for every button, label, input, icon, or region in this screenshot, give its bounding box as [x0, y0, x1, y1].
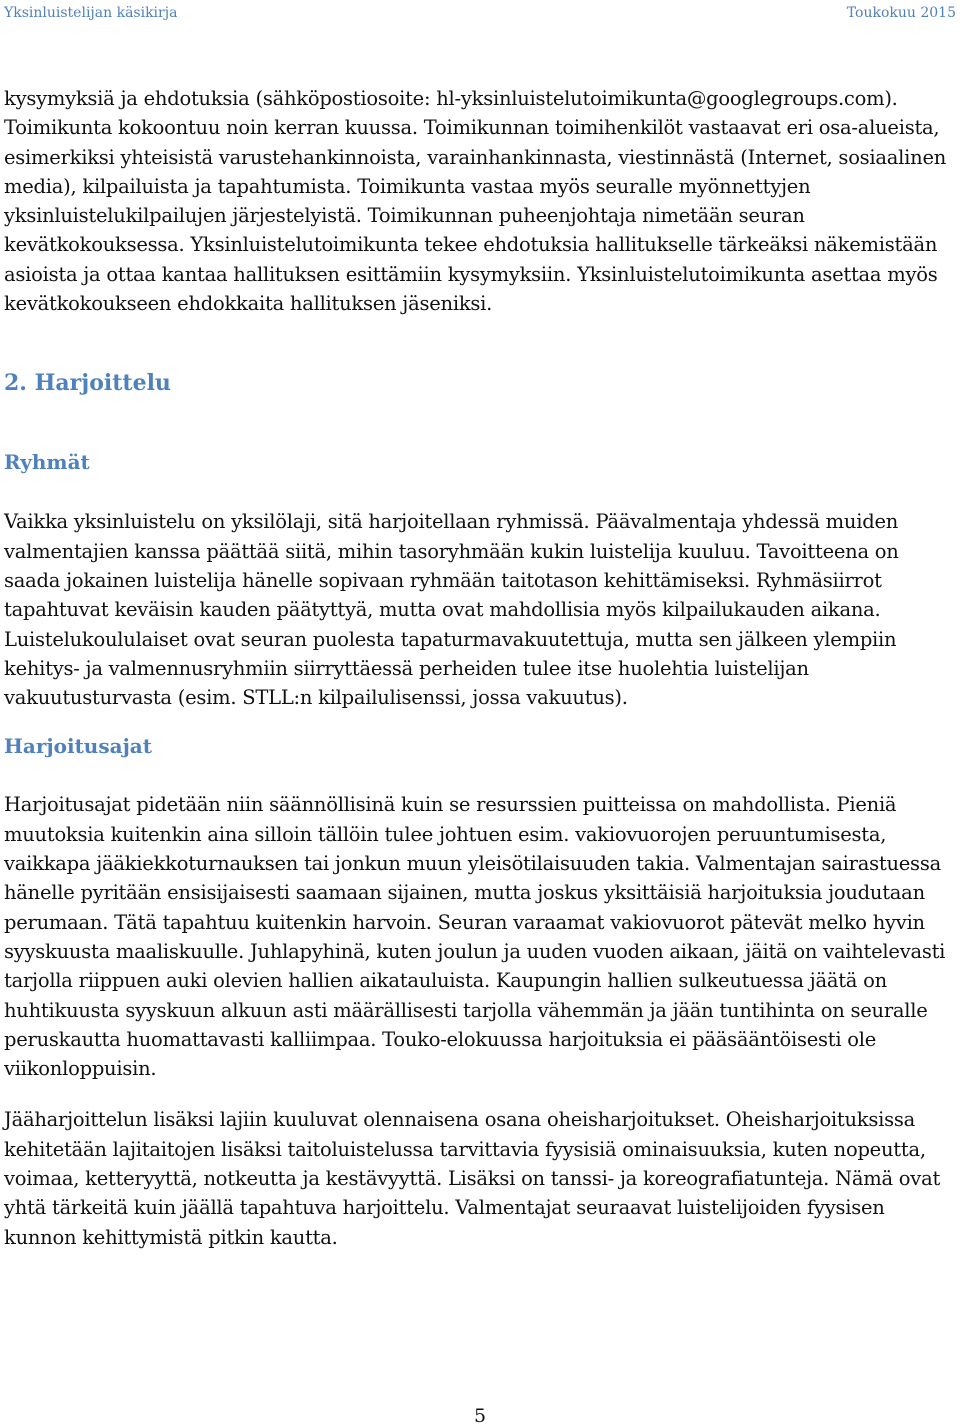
section-title: 2. Harjoittelu: [4, 370, 171, 397]
times-paragraph: Harjoitusajat pidetään niin säännöllisinä kuin se resurssien puitteissa on mahdollista. Pieniä muutoksia kuitenkin aina silloin tällöin tulee johtuen esim. vakiovuorojen peruuntumisesta, vaikkapa jääkiekkoturnauksen tai jonkun muun yleisötilaisuuden takia. Valmentajan sairastuessa hänelle pyritään ensisijaisesti saamaan sijainen, mutta joskus yksittäisiä harjoituksia joudutaan perumaan. Tätä tapahtuu kuitenkin harvoin. Seuran varaamat vakiovuorot pätevät melko hyvin syyskuusta maaliskuulle. Juhlapyhinä, kuten joulun ja uuden vuoden aikaan, jäitä on vaihtelevasti tarjolla riippuen auki olevien hallien aikatauluista. Kaupungin hallien sulkeutuessa jäätä on huhtikuusta syyskuun alkuun asti määrällisesti tarjolla vähemmän ja jään tuntihinta on seuralle peruskautta huomattavasti kalliimpaa. Touko-elokuussa harjoituksia ei pääsääntöisesti ole viikonloppuisin.: [4, 793, 946, 1081]
times-heading: Harjoitusajat: [4, 734, 152, 759]
document-title: Yksinluistelijan käsikirja: [4, 5, 178, 21]
groups-heading: Ryhmät: [4, 450, 90, 475]
intro-paragraph: kysymyksiä ja ehdotuksia (sähköpostiosoite: hl-yksinluistelutoimikunta@googlegroups.com). Toimikunta kokoontuu noin kerran kuussa. Toimikunnan toimihenkilöt vastaavat eri osa-alueista, esimerkiksi yhteisistä varustehankinnoista, varainhankinnasta, viestinnästä (Internet, sosiaalinen media), kilpailuista ja tapahtumista. Toimikunta vastaa myös seuralle myönnettyjen yksinluistelukilpailujen järjestelyistä. Toimikunnan puheenjohtaja nimetään seuran kevätkokouksessa. Yksinluistelutoimikunta tekee ehdotuksia hallitukselle tärkeäksi näkemistään asioista ja ottaa kantaa hallituksen esittämiin kysymyksiin. Yksinluistelutoimikunta asettaa myös kevätkokoukseen ehdokkaita hallituksen jäseniksi.: [4, 87, 947, 316]
page-content: [4, 84, 956, 1252]
document-date: Toukokuu 2015: [846, 5, 956, 21]
groups-paragraph: Vaikka yksinluistelu on yksilölaji, sitä harjoitellaan ryhmissä. Päävalmentaja yhdessä muiden valmentajien kanssa päättää siitä, mihin tasoryhmään kukin luistelija kuuluu. Tavoitteena on saada jokainen luistelija hänelle sopivaan ryhmään taitotason kehittämiseksi. Ryhmäsiirrot tapahtuvat keväisin kauden päätyttyä, mutta ovat mahdollisia myös kilpailukauden aikana. Luistelukoululaiset ovat seuran puolesta tapaturmavakuutettuja, mutta sen jälkeen ylempiin kehitys- ja valmennusryhmiin siirryttäessä perheiden tulee itse huolehtia luistelijan vakuutusturvasta (esim. STLL:n kilpailulisenssi, jossa vakuutus).: [4, 510, 899, 710]
other-training-paragraph: Jääharjoittelun lisäksi lajiin kuuluvat olennaisena osana oheisharjoitukset. Oheisharjoituksissa kehitetään lajitaitojen lisäksi taitoluistelussa tarvittavia fyysisiä ominaisuuksia, kuten nopeutta, voimaa, ketteryyttä, notkeutta ja kestävyyttä. Lisäksi on tanssi- ja koreografiatunteja. Nämä ovat yhtä tärkeitä kuin jäällä tapahtuva harjoittelu. Valmentajat seuraavat luistelijoiden fyysisen kunnon kehittymistä pitkin kautta.: [4, 1108, 941, 1249]
page-number: 5: [473, 1405, 487, 1427]
page-header: [0, 0, 960, 30]
